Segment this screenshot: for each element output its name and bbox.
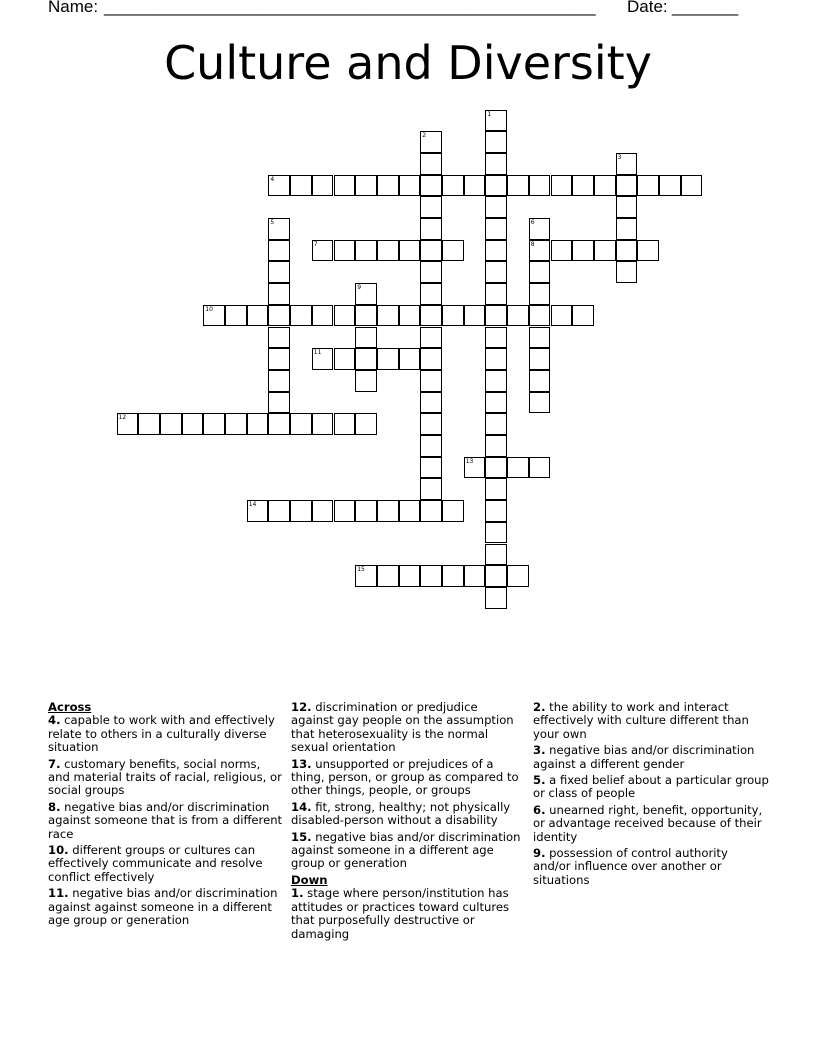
crossword-cell[interactable] bbox=[442, 305, 464, 327]
crossword-cell[interactable] bbox=[138, 413, 160, 435]
crossword-cell[interactable] bbox=[160, 413, 182, 435]
crossword-cell[interactable] bbox=[442, 175, 464, 197]
crossword-cell[interactable] bbox=[420, 261, 442, 283]
crossword-cell[interactable] bbox=[312, 413, 334, 435]
date-field-line[interactable]: _______ bbox=[672, 0, 739, 16]
crossword-cell[interactable] bbox=[355, 413, 377, 435]
crossword-cell[interactable] bbox=[529, 261, 551, 283]
crossword-cell[interactable] bbox=[529, 240, 551, 262]
crossword-cell[interactable] bbox=[616, 261, 638, 283]
crossword-cell[interactable] bbox=[485, 175, 507, 197]
crossword-cell[interactable] bbox=[399, 565, 421, 587]
across-clue bbox=[48, 844, 284, 884]
clue-number: 7. bbox=[48, 756, 61, 771]
crossword-cell[interactable] bbox=[616, 240, 638, 262]
crossword-cell[interactable] bbox=[420, 131, 442, 153]
crossword-cell[interactable] bbox=[312, 175, 334, 197]
across-clue bbox=[48, 801, 284, 841]
crossword-cell[interactable] bbox=[268, 370, 290, 392]
crossword-cell[interactable] bbox=[681, 175, 703, 197]
clue-number: 5. bbox=[533, 773, 546, 788]
cell-number: 10 bbox=[205, 305, 213, 313]
clue-text: customary benefits, social norms, and material traits of racial, religious, or social groups bbox=[48, 756, 282, 798]
clue-column-1 bbox=[48, 701, 284, 931]
crossword-cell[interactable] bbox=[616, 153, 638, 175]
crossword-cell[interactable] bbox=[637, 175, 659, 197]
crossword-cell[interactable] bbox=[355, 240, 377, 262]
crossword-cell[interactable] bbox=[507, 457, 529, 479]
crossword-cell[interactable] bbox=[420, 283, 442, 305]
down-clue bbox=[533, 744, 769, 771]
crossword-cell[interactable] bbox=[594, 240, 616, 262]
crossword-cell[interactable] bbox=[420, 240, 442, 262]
crossword-cell[interactable] bbox=[637, 240, 659, 262]
crossword-cell[interactable] bbox=[334, 500, 356, 522]
across-clue bbox=[48, 714, 284, 754]
crossword-cell[interactable] bbox=[268, 500, 290, 522]
crossword-cell[interactable] bbox=[399, 305, 421, 327]
crossword-cell[interactable] bbox=[420, 392, 442, 414]
crossword-cell[interactable] bbox=[247, 413, 269, 435]
cell-number: 4 bbox=[270, 175, 275, 183]
crossword-cell[interactable] bbox=[268, 218, 290, 240]
crossword-cell[interactable] bbox=[377, 348, 399, 370]
crossword-cell[interactable] bbox=[485, 435, 507, 457]
clue-number: 8. bbox=[48, 799, 61, 814]
crossword-cell[interactable] bbox=[355, 500, 377, 522]
clue-number: 1. bbox=[291, 886, 304, 901]
crossword-cell[interactable] bbox=[334, 413, 356, 435]
crossword-cell[interactable] bbox=[420, 435, 442, 457]
crossword-cell[interactable] bbox=[334, 240, 356, 262]
clue-text: capable to work with and effectively relate to others in a culturally diverse situation bbox=[48, 713, 275, 755]
clue-number: 4. bbox=[48, 713, 61, 728]
crossword-cell[interactable] bbox=[485, 131, 507, 153]
across-clue bbox=[291, 801, 523, 828]
page-title: Culture and Diversity bbox=[164, 36, 652, 90]
across-heading: Across bbox=[48, 700, 92, 714]
cell-number: 7 bbox=[313, 240, 318, 248]
crossword-cell[interactable] bbox=[551, 175, 573, 197]
crossword-cell[interactable] bbox=[268, 413, 290, 435]
crossword-cell[interactable] bbox=[659, 175, 681, 197]
crossword-cell[interactable] bbox=[551, 240, 573, 262]
cell-number: 5 bbox=[270, 219, 275, 226]
crossword-cell[interactable] bbox=[203, 413, 225, 435]
crossword-cell[interactable] bbox=[420, 327, 442, 349]
crossword-cell[interactable] bbox=[485, 327, 507, 349]
crossword-cell[interactable] bbox=[616, 218, 638, 240]
crossword-cell[interactable] bbox=[485, 283, 507, 305]
clue-text: different groups or cultures can effectively communicate and resolve conflict effectively bbox=[48, 843, 263, 884]
crossword-cell[interactable] bbox=[117, 413, 139, 435]
cell-number: 2 bbox=[422, 132, 427, 140]
crossword-cell[interactable] bbox=[268, 327, 290, 349]
clue-text: negative bias and/or discrimination against someone in a different age group or generation bbox=[291, 829, 521, 871]
crossword-cell[interactable] bbox=[529, 305, 551, 327]
date-label: Date: bbox=[627, 0, 668, 16]
clue-number: 6. bbox=[533, 802, 546, 817]
crossword-cell[interactable] bbox=[529, 175, 551, 197]
crossword-cell[interactable] bbox=[529, 370, 551, 392]
across-clue bbox=[291, 701, 523, 755]
across-clue bbox=[48, 887, 284, 927]
crossword-cell[interactable] bbox=[420, 348, 442, 370]
crossword-cell[interactable] bbox=[420, 457, 442, 479]
name-label: Name: bbox=[48, 0, 99, 16]
across-clue bbox=[291, 831, 523, 871]
crossword-cell[interactable] bbox=[268, 392, 290, 414]
crossword-cell[interactable] bbox=[485, 240, 507, 262]
clue-text: stage where person/institution has attitudes or practices toward cultures that purposefully destructive or damaging bbox=[291, 886, 510, 941]
crossword-cell[interactable] bbox=[290, 413, 312, 435]
crossword-cell[interactable] bbox=[290, 175, 312, 197]
crossword-cell[interactable] bbox=[485, 348, 507, 370]
crossword-cell[interactable] bbox=[616, 175, 638, 197]
cell-number: 15 bbox=[357, 566, 365, 574]
clue-text: unsupported or prejudices of a thing, person, or group as compared to other things, people, or groups bbox=[291, 756, 519, 798]
crossword-cell[interactable] bbox=[485, 413, 507, 435]
cell-number: 6 bbox=[530, 219, 535, 226]
clue-number: 12. bbox=[291, 700, 312, 714]
crossword-cell[interactable] bbox=[399, 500, 421, 522]
crossword-cell[interactable] bbox=[377, 240, 399, 262]
crossword-cell[interactable] bbox=[290, 500, 312, 522]
clue-number: 13. bbox=[291, 756, 312, 771]
crossword-cell[interactable] bbox=[268, 261, 290, 283]
crossword-cell[interactable] bbox=[442, 240, 464, 262]
crossword-cell[interactable] bbox=[594, 175, 616, 197]
clue-column-3 bbox=[533, 701, 769, 890]
crossword-cell[interactable] bbox=[268, 283, 290, 305]
clue-number: 9. bbox=[533, 846, 546, 861]
crossword-cell[interactable] bbox=[529, 457, 551, 479]
crossword-cell[interactable] bbox=[399, 240, 421, 262]
clue-number: 14. bbox=[291, 799, 312, 814]
crossword-cell[interactable] bbox=[420, 175, 442, 197]
crossword-cell[interactable] bbox=[464, 305, 486, 327]
crossword-cell[interactable] bbox=[485, 544, 507, 566]
crossword-cell[interactable] bbox=[399, 175, 421, 197]
crossword-cell[interactable] bbox=[485, 500, 507, 522]
clue-text: the ability to work and interact effectively with culture different than your own bbox=[533, 700, 749, 741]
crossword-cell[interactable] bbox=[247, 500, 269, 522]
crossword-cell[interactable] bbox=[225, 413, 247, 435]
clue-text: unearned right, benefit, opportunity, or advantage received because of their identity bbox=[533, 802, 763, 844]
clue-number: 11. bbox=[48, 886, 69, 901]
across-clue bbox=[291, 758, 523, 798]
crossword-cell[interactable] bbox=[485, 305, 507, 327]
crossword-cell[interactable] bbox=[182, 413, 204, 435]
cell-number: 1 bbox=[487, 110, 492, 118]
crossword-cell[interactable] bbox=[377, 565, 399, 587]
crossword-cell[interactable] bbox=[203, 305, 225, 327]
down-heading: Down bbox=[291, 872, 328, 887]
crossword-cell[interactable] bbox=[355, 327, 377, 349]
crossword-cell[interactable] bbox=[485, 565, 507, 587]
crossword-cell[interactable] bbox=[312, 500, 334, 522]
crossword-cell[interactable] bbox=[485, 153, 507, 175]
crossword-cell[interactable] bbox=[529, 327, 551, 349]
across-clue bbox=[48, 758, 284, 798]
crossword-cell[interactable] bbox=[334, 305, 356, 327]
crossword-cell[interactable] bbox=[420, 565, 442, 587]
crossword-cell[interactable] bbox=[399, 348, 421, 370]
crossword-cell[interactable] bbox=[529, 348, 551, 370]
crossword-cell[interactable] bbox=[420, 305, 442, 327]
crossword-cell[interactable] bbox=[225, 305, 247, 327]
crossword-cell[interactable] bbox=[377, 500, 399, 522]
crossword-cell[interactable] bbox=[442, 565, 464, 587]
crossword-cell[interactable] bbox=[485, 522, 507, 544]
cell-number: 9 bbox=[357, 284, 362, 292]
cell-number: 11 bbox=[313, 349, 322, 357]
clue-text: negative bias and/or discrimination against someone that is from a different race bbox=[48, 799, 283, 841]
crossword-cell[interactable] bbox=[529, 218, 551, 240]
crossword-cell[interactable] bbox=[529, 283, 551, 305]
clue-text: negative bias and/or discrimination against a different gender bbox=[533, 743, 755, 771]
crossword-cell[interactable] bbox=[572, 240, 594, 262]
crossword-cell[interactable] bbox=[268, 348, 290, 370]
crossword-cell[interactable] bbox=[355, 565, 377, 587]
cell-number: 12 bbox=[118, 414, 127, 422]
clue-text: fit, strong, healthy; not physically disabled-person without a disability bbox=[291, 799, 511, 828]
crossword-cell[interactable] bbox=[247, 305, 269, 327]
cell-number: 13 bbox=[465, 457, 474, 465]
down-clue bbox=[533, 701, 769, 741]
crossword-cell[interactable] bbox=[485, 110, 507, 132]
crossword-cell[interactable] bbox=[485, 261, 507, 283]
crossword-cell[interactable] bbox=[420, 196, 442, 218]
crossword-cell[interactable] bbox=[464, 565, 486, 587]
crossword-cell[interactable] bbox=[420, 413, 442, 435]
clue-number: 2. bbox=[533, 700, 546, 714]
crossword-cell[interactable] bbox=[312, 305, 334, 327]
crossword-cell[interactable] bbox=[485, 392, 507, 414]
crossword-cell[interactable] bbox=[572, 305, 594, 327]
crossword-cell[interactable] bbox=[420, 478, 442, 500]
clue-text: discrimination or predjudice against gay people on the assumption that heterosexuality is the normal sexual orientation bbox=[291, 700, 514, 755]
crossword-cell[interactable] bbox=[420, 500, 442, 522]
crossword-cell[interactable] bbox=[355, 370, 377, 392]
clue-number: 3. bbox=[533, 743, 546, 758]
clue-text: possession of control authority and/or influence over another or situations bbox=[533, 846, 728, 887]
crossword-cell[interactable] bbox=[551, 305, 573, 327]
clue-text: negative bias and/or discrimination against against someone in a different age group or generation bbox=[48, 886, 278, 928]
crossword-cell[interactable] bbox=[268, 305, 290, 327]
cell-number: 8 bbox=[530, 240, 535, 248]
clue-number: 15. bbox=[291, 829, 312, 844]
crossword-cell[interactable] bbox=[485, 587, 507, 609]
clue-column-2 bbox=[291, 701, 523, 944]
crossword-cell[interactable] bbox=[377, 175, 399, 197]
cell-number: 3 bbox=[617, 153, 622, 161]
crossword-cell[interactable] bbox=[507, 175, 529, 197]
crossword-cell[interactable] bbox=[355, 175, 377, 197]
crossword-cell[interactable] bbox=[464, 457, 486, 479]
crossword-cell[interactable] bbox=[290, 305, 312, 327]
crossword-cell[interactable] bbox=[355, 305, 377, 327]
crossword-cell[interactable] bbox=[312, 348, 334, 370]
crossword-cell[interactable] bbox=[485, 478, 507, 500]
cell-number: 14 bbox=[248, 501, 257, 509]
crossword-cell[interactable] bbox=[572, 175, 594, 197]
clue-text: a fixed belief about a particular group or class of people bbox=[533, 773, 769, 801]
down-clue bbox=[533, 774, 769, 801]
crossword-cell[interactable] bbox=[616, 196, 638, 218]
down-clue bbox=[533, 847, 769, 887]
name-field-line[interactable]: ____________________________________________________ bbox=[104, 0, 596, 16]
crossword-cell[interactable] bbox=[420, 218, 442, 240]
crossword-cell[interactable] bbox=[507, 565, 529, 587]
crossword-cell[interactable] bbox=[355, 283, 377, 305]
down-clue bbox=[533, 804, 769, 844]
crossword-cell[interactable] bbox=[464, 175, 486, 197]
crossword-cell[interactable] bbox=[485, 218, 507, 240]
crossword-cell[interactable] bbox=[268, 175, 290, 197]
down-clue bbox=[291, 887, 523, 941]
crossword-cell[interactable] bbox=[334, 175, 356, 197]
crossword-cell[interactable] bbox=[268, 240, 290, 262]
crossword-cell[interactable] bbox=[442, 500, 464, 522]
crossword-cell[interactable] bbox=[485, 196, 507, 218]
crossword-cell[interactable] bbox=[420, 370, 442, 392]
clue-number: 10. bbox=[48, 843, 69, 858]
crossword-cell[interactable] bbox=[485, 457, 507, 479]
crossword-cell[interactable] bbox=[507, 305, 529, 327]
crossword-cell[interactable] bbox=[355, 348, 377, 370]
crossword-cell[interactable] bbox=[529, 392, 551, 414]
crossword-cell[interactable] bbox=[485, 370, 507, 392]
crossword-cell[interactable] bbox=[312, 240, 334, 262]
crossword-cell[interactable] bbox=[377, 305, 399, 327]
crossword-cell[interactable] bbox=[334, 348, 356, 370]
crossword-cell[interactable] bbox=[420, 153, 442, 175]
